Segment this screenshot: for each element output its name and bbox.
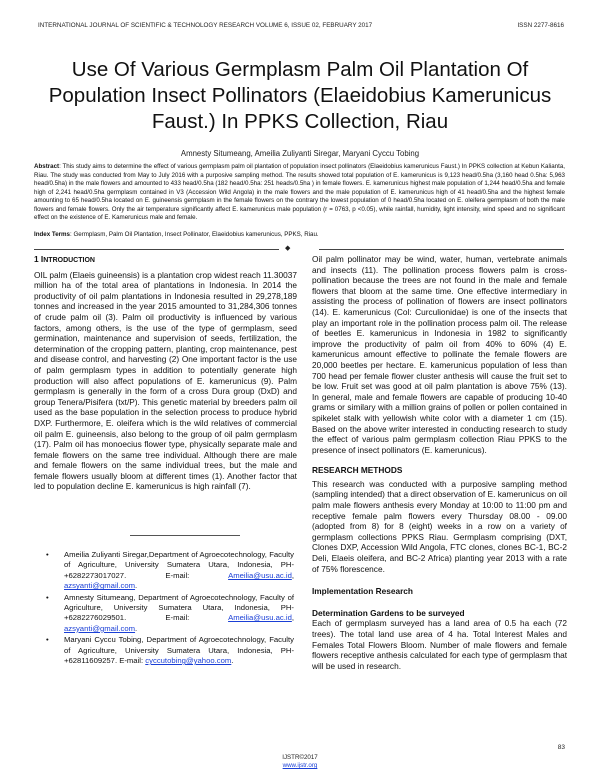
left-column — [34, 254, 297, 492]
methods-heading: RESEARCH METHODS — [312, 465, 403, 476]
gardens-paragraph: Each of germplasm surveyed has a land area of 0.5 ha each (72 trees). The total land use area of 4 ha. Total Interest Males and Females Total Flowers Bloom. Number of male flowers and female flowers receptive anthesis calculated for each type of germplasm that will be used in research. — [312, 618, 567, 671]
footnote-end: . — [231, 656, 234, 666]
footnote-text: Maryani Cyccu Tobing, Department of Agroecotechnology, Faculty of Agriculture, University Sumatera Utara, Indonesia, PH-+62811609257. E-mail: — [64, 635, 294, 666]
footnote-item — [46, 593, 294, 635]
intro-heading-number: 1 I — [34, 254, 44, 264]
footnote-separator: , — [291, 613, 294, 623]
footnote-end: . — [135, 623, 138, 633]
issn-header: ISSN 2277-8616 — [517, 22, 564, 29]
diamond-icon: ◆ — [285, 245, 291, 252]
intro-heading — [34, 254, 297, 267]
email-link[interactable]: azsyanti@gmail.com — [64, 581, 136, 591]
index-terms-text: : Germplasm, Palm Oil Plantation, Insect Pollinator, Elaeidobius kamerunicus, PPKS, Riau. — [70, 231, 319, 238]
divider-line-right — [319, 249, 564, 250]
footnote-item — [46, 635, 294, 666]
intro-heading-title: NTRODUCTION — [43, 257, 95, 264]
journal-header: INTERNATIONAL JOURNAL OF SCIENTIFIC & TECHNOLOGY RESEARCH VOLUME 6, ISSUE 02, FEBRUARY 2017 — [38, 22, 373, 29]
intro-paragraph: OIL palm (Elaeis guineensis) is a plantation crop widest reach 11.30037 million ha of the total area of plantations in Indonesia. In 2014 the productivity of oil palm plantations in Indonesia resulted in 29,278,189 tonnes and increased in the year 2015 amounted to 31,284,306 tonnes of crude palm oil (3). Palm oil productivity is influenced by various factors, among others, is the use of the type of germplasm, seed germination, maintenance and supervision of seeds, fertilization, the determination of the cropping pattern, planting, crop maintenance, pest and disease control, and harvesting (2) One important factor is the use of palm germplasm types in addition to potentially generate high production will also affect populations of E. kamerunicus (9). Palm germplasm is generally in the form of a cross Dura group (DxD) and group Tenera/Pisifera (txt/P). This genetic material by breeders palm oil used as the base population in the selection process to produce hybrid DXP. Furthermore, E. oleifera which is the wild relatives of commercial oil palm E. guineensis, also belong to the group of oil palm germplasm (17). Palm oil has monoecius flower type, physically separate male and female flowers on the same tree individual. Although there are male and female flowers on the same individual trees, but the male and female flowers usually bloom at different times (1). Another factor that led to population decline E. kamerunicus is high rainfall (7). — [34, 269, 297, 492]
footnote-end: . — [135, 581, 138, 591]
author-list: Amnesty Situmeang, Ameilia Zuliyanti Siregar, Maryani Cyccu Tobing — [180, 149, 420, 158]
footer-url-link[interactable]: www.ijstr.org — [282, 762, 318, 769]
abstract — [34, 163, 565, 223]
index-terms — [34, 231, 565, 240]
bullet-icon: • — [46, 550, 49, 559]
abstract-label: Abstract — [34, 163, 60, 170]
page-footer — [0, 754, 600, 770]
index-terms-label: Index Terms — [34, 231, 70, 238]
right-column — [312, 254, 567, 671]
footnote-separator: , — [291, 570, 294, 580]
intro-continued-paragraph: Oil palm pollinator may be wind, water, human, vertebrate animals and insects (11). The pollination process flowers palm is cross-pollination because the trees are not found in the male and female flowers that bloom at the same time. One effective intermediary in assisting the process of pollination of flowers are insect pollinators (14). E. kamerunicus (Col: Curculionidae) is one of the insects that play an important role in the pollination process palm oil. The release of beetles E. kamerunicus in Indonesia in 1982 to significantly improve the productivity of palm oil from 40% to 60% (4) E. kamerunicus amount effective to pollinate the female flowers are 20,000 beetles per hectare. E. kamerunicus population of less than 700 head per female flower cluster anthesis will cause the fruit set to be low. Fruit set was good at oil palm plantation is above 75% (13). In general, male and female flowers are capable of producing 10-40 grams or similary with a million grains of pollen or pollen contained in spikelet stalk with yellowish white color with a diameter 1 cm (15). Based on the above writer interested in conducting research to study the effect of various palm germplasm collection Riau PPKS to the presence of insect pollinators (E. kamerunicus). — [312, 254, 567, 455]
divider-line-left — [34, 249, 279, 250]
email-link[interactable]: Ameilia@usu.ac.id — [228, 613, 292, 623]
section-divider — [34, 245, 564, 253]
footnote-text: Amnesty Situmeang, Department of Agroecotechnology, Faculty of Agriculture, University Sumatera Utara, Indonesia, PH-+6282276029501. E-mail: — [64, 592, 294, 623]
footer-publisher: IJSTR©2017 — [282, 754, 318, 761]
footnote-rule — [130, 535, 240, 536]
bullet-icon: • — [46, 592, 49, 602]
abstract-text: : This study aims to determine the effect of various germplasm palm oil plantation of population insect pollinators (Elaeidobius kamerunicus Faust.) In PPKS collection at Kebun Kalianta, Riau. The study was conducted from May to July 2016 with a purposive sampling method. The results showed total population of E. kamerunicus is 9,123 head/0.5ha (3,160 head 0.5ha: 5,963 head/0.5ha) in the male flowers and amounted to 433 head/0.5ha (182 head/0.5ha: 251 heads/0.5ha ) in female flowers. E. kamerunicus highest male population of 1,244 head/0.5ha and female high of 2,241 head/0.5ha germplasm contained in V3 (Accession Wild Angola) in the male flowers and the male population of E. kamerunicus high of 41 head/0.5ha and the highest female amounting to 65 head/0.5ha located on E. guineensis germplasm in the female flowers on the contrary the lowest population of 0 head/0.5ha located on E. oleifera germplasm of both the male flowers and female flowers. Only the air temperature significantly affect E. kamerunicus male population (r = 0763, p <0.05), while rainfall, humidity, light intensity, wind speed and no significant effect on the existence of E. Kamerunicus male and female. — [34, 163, 565, 221]
bullet-icon: • — [46, 635, 49, 645]
email-link[interactable]: azsyanti@gmail.com — [64, 623, 136, 633]
footnote-item — [46, 550, 294, 592]
running-header — [38, 22, 564, 32]
gardens-subheading: Determination Gardens to be surveyed — [312, 607, 465, 618]
email-link[interactable]: Ameilia@usu.ac.id — [228, 570, 292, 580]
footnote-text: Ameilia Zuliyanti Siregar,Department of Agroecotechnology, Faculty of Agriculture, University Sumatera Utara, Indonesia, PH-+6282273017027. E-mail: — [64, 550, 294, 580]
page-number: 83 — [557, 744, 565, 751]
methods-paragraph: This research was conducted with a purposive sampling method (sampling intended) that a direct observation of E. kamerunicus on oil palm male flowers anthesis every Monday at 10:00 to 11:00 pm and receptive female palm flowers every Thursday 08.00 - 09.00 (adopted from 8) for 8 (eight) weeks in a row on a variety of germplasm collections PPKS Riau. Germplasm comprising (DXT, Clones DXP, Accession Wild Angola, FTC clones, clones BC-1, BC-2 Deli, Elaeis oleifera, and BC-2 Africa) planting year 2013 with a rate of 75% florescence. — [312, 478, 567, 574]
paper-title: Use Of Various Germplasm Palm Oil Plantation Of Population Insect Pollinators (Elaeidobius Kamerunicus Faust.) In PPKS Collection, Riau — [48, 58, 552, 133]
implementation-heading: Implementation Research — [312, 586, 413, 597]
author-footnotes — [46, 550, 294, 667]
email-link[interactable]: cyccutobing@yahoo.com — [145, 656, 232, 666]
